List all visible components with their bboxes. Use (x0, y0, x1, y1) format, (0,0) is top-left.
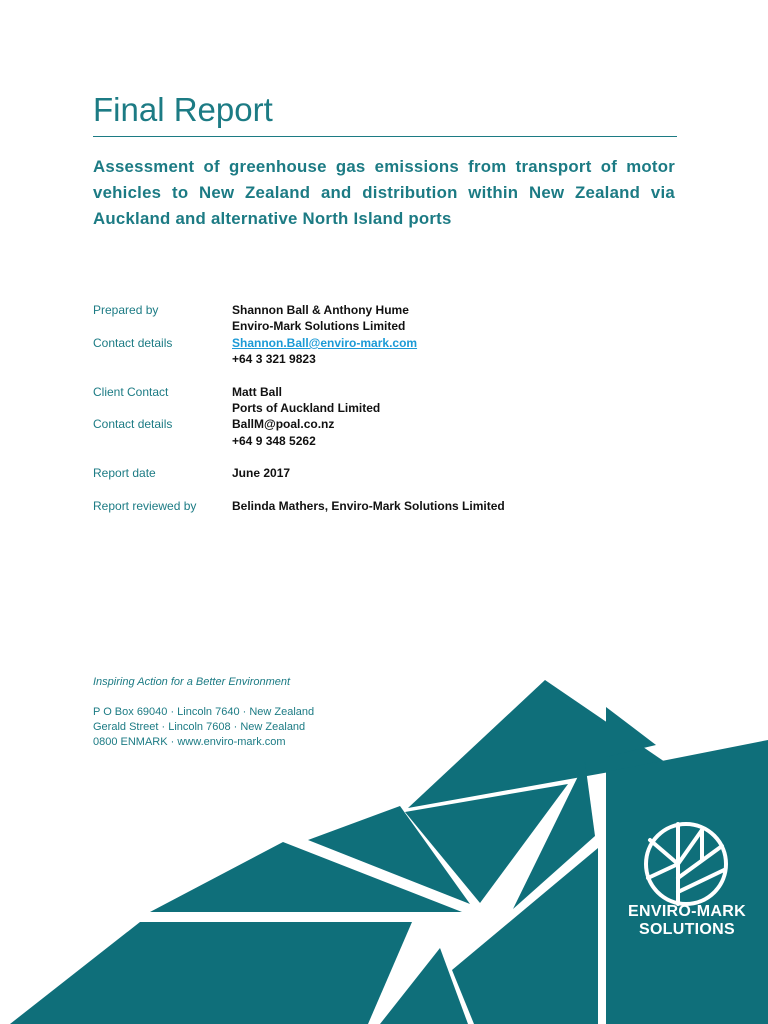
reviewed-by: Belinda Mathers, Enviro-Mark Solutions Limited (232, 498, 505, 513)
art-shape (606, 707, 656, 757)
client-phone: +64 9 348 5262 (232, 433, 316, 448)
contact-email-link[interactable]: Shannon.Ball@enviro-mark.com (232, 335, 418, 350)
client-contact-details-label: Contact details (93, 417, 173, 432)
address-line-2: Gerald Street · Lincoln 7608 · New Zealand (93, 721, 306, 733)
prepared-by-org: Enviro-Mark Solutions Limited (232, 319, 406, 334)
page-title: Final Report (93, 91, 273, 128)
prepared-by-names: Shannon Ball & Anthony Hume (232, 303, 409, 317)
contact-phone: +64 3 321 9823 (232, 352, 316, 367)
company-logo-wordmark (620, 903, 754, 939)
address-line-3: 0800 ENMARK · www.enviro-mark.com (93, 736, 286, 748)
logo-line-1: ENVIRO-MARK (628, 903, 746, 920)
art-shape (10, 922, 412, 1024)
company-tagline: Inspiring Action for a Better Environment (93, 676, 291, 688)
tree-in-circle-icon (630, 820, 742, 908)
logo-line-2: SOLUTIONS (638, 921, 736, 938)
contact-details-label: Contact details (93, 335, 173, 350)
client-contact-label: Client Contact (93, 384, 169, 399)
client-org: Ports of Auckland Limited (232, 401, 381, 416)
prepared-by-label: Prepared by (93, 303, 159, 317)
address-line-1: P O Box 69040 · Lincoln 7640 · New Zealand (93, 706, 315, 718)
client-email: BallM@poal.co.nz (232, 417, 335, 432)
report-subtitle: Assessment of greenhouse gas emissions from transport of motor vehicles to New Zealand and distribution within New Zealand via Auckland and alternative North Island ports (93, 157, 675, 228)
report-date-label: Report date (93, 466, 156, 481)
client-contact-name: Matt Ball (232, 384, 283, 399)
report-date: June 2017 (232, 466, 291, 481)
reviewed-by-label: Report reviewed by (93, 498, 197, 513)
